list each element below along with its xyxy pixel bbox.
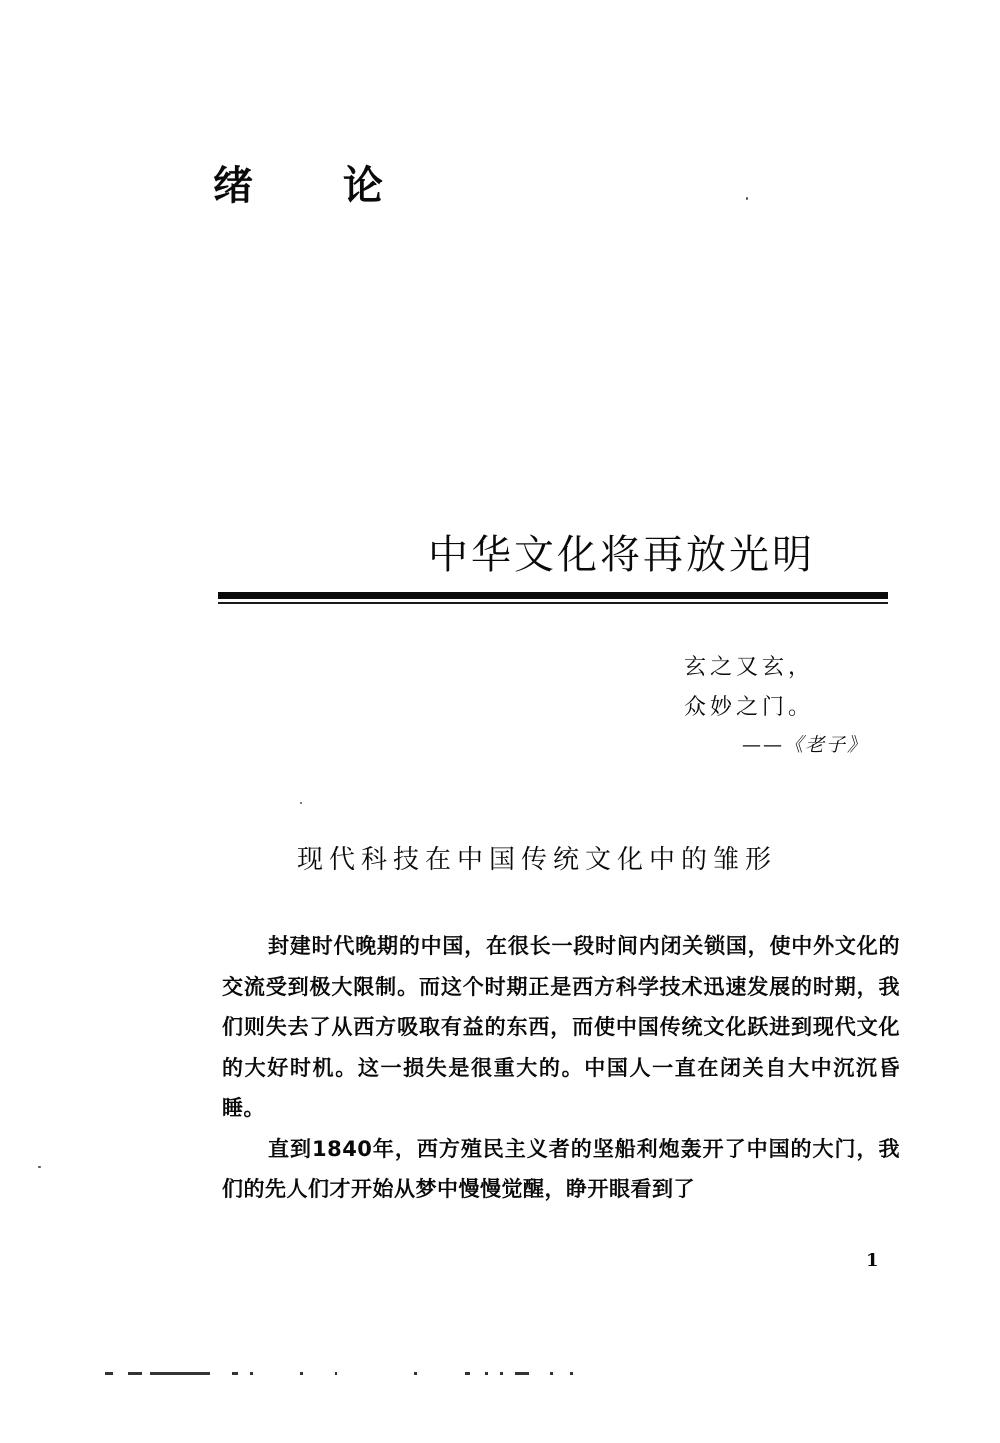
- paragraph: 直到1840年，西方殖民主义者的坚船利炮轰开了中国的大门，我们的先人们才开始从梦中慢慢觉醒，睁开眼看到了: [222, 1136, 900, 1201]
- scan-speck: [38, 1166, 41, 1168]
- body-text: [222, 926, 900, 1210]
- scan-speck: [746, 197, 748, 200]
- section-title: 现代科技在中国传统文化中的雏形: [297, 845, 778, 875]
- chapter-title: 中华文化将再放光明: [428, 532, 815, 578]
- paragraph: 封建时代晚期的中国，在很长一段时间内闭关锁国，使中外文化的交流受到极大限制。而这个时期正是西方科学技术迅速发展的时期，我们则失去了从西方吸取有益的东西，而使中国传统文化跃进到现代文化的大好时机。这一损失是很重大的。中国人一直在闭关自大中沉沉昏睡。: [222, 934, 900, 1120]
- epigraph-source: ——《老子》: [742, 734, 869, 756]
- epigraph: [684, 648, 868, 762]
- title-rule-thick: [218, 592, 888, 599]
- title-rule-thin: [218, 602, 888, 604]
- part-title: 绪 论: [213, 163, 421, 209]
- scan-speck: [300, 802, 302, 804]
- epigraph-line: 众妙之门。: [684, 695, 815, 720]
- scan-noise-strip: [100, 1372, 580, 1378]
- epigraph-line: 玄之又玄，: [684, 655, 815, 680]
- page-number: 1: [866, 1250, 879, 1271]
